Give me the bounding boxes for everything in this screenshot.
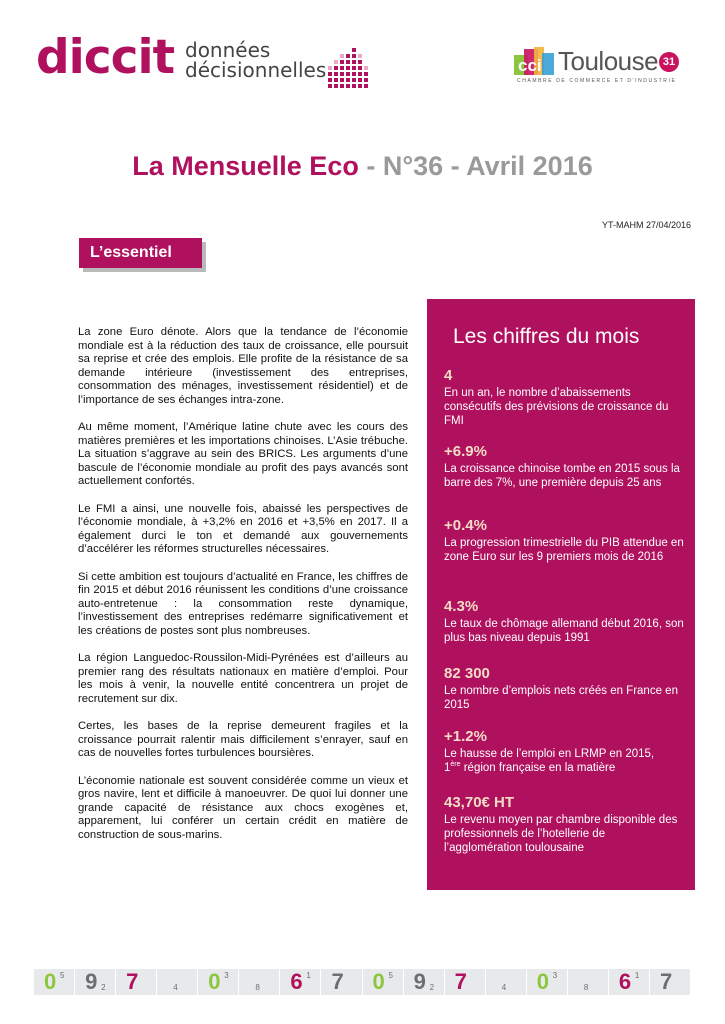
stat-description (444, 747, 684, 775)
diccit-logo (36, 30, 346, 88)
cci-partner-name: Toulouse (558, 46, 659, 76)
article-body (78, 326, 408, 856)
strip-small-digit: 5 (60, 971, 65, 980)
strip-small-digit: 3 (224, 971, 229, 980)
strip-digit: 6 (618, 969, 632, 994)
strip-tile (650, 969, 690, 995)
diccit-subtitle (185, 40, 326, 80)
strip-tile (34, 969, 74, 995)
stat-item (444, 665, 684, 712)
strip-digit: 6 (290, 969, 303, 994)
stat-description: La progression trimestrielle du PIB attendue en zone Euro sur les 9 premiers mois de 2016 (444, 537, 684, 563)
strip-tile (116, 969, 156, 995)
strip-digit: 0 (536, 969, 549, 994)
strip-tile (321, 969, 361, 995)
strip-digit: 0 (208, 969, 221, 994)
strip-digit: 7 (331, 969, 344, 994)
section-label: L’essentiel (79, 238, 202, 268)
strip-small-digit: 4 (173, 983, 178, 992)
cci-mark-icon (514, 47, 556, 77)
title-main: La Mensuelle Eco (132, 151, 359, 181)
diccit-subtitle-line2: décisionnelles (185, 58, 327, 82)
stat-description-rest: région française en la matière (460, 762, 616, 774)
diccit-bars-icon (328, 48, 368, 88)
stat-description-sup: ère (450, 761, 461, 769)
strip-small-digit: 3 (552, 971, 558, 980)
paragraph: Si cette ambition est toujours d’actualité en France, les chiffres de fin 2015 et début 2016 réunissent les conditions d’une croissance auto-entretenue : la consommation reste dynamique, l’investissement des entreprises redémarre significativement et les créations de postes sont plus nombreuses. (78, 570, 408, 637)
strip-tile (157, 969, 197, 995)
stat-value: +6.9% (444, 443, 487, 460)
strip-small-digit: 8 (255, 983, 260, 992)
title-issue: - N°36 - Avril 2016 (358, 151, 593, 181)
strip-tile (280, 969, 320, 995)
cci-department-badge: 31 (659, 52, 679, 72)
stat-description: Le revenu moyen par chambre disponible des professionnels de l’hotellerie de l’agglomération toulousaine (444, 814, 678, 854)
stat-description: Le nombre d’emplois nets créés en France en 2015 (444, 685, 678, 711)
stat-item (444, 367, 684, 428)
strip-digit: 0 (372, 969, 385, 994)
stat-description: La croissance chinoise tombe en 2015 sous la barre des 7%, une première depuis 25 ans (444, 463, 680, 489)
reference-code: YT-MAHM 27/04/2016 (601, 220, 691, 230)
stat-value: 43,70€ HT (444, 794, 515, 811)
page-title (0, 150, 725, 182)
strip-tile (527, 969, 567, 995)
stat-value: +1.2% (444, 728, 487, 745)
strip-digit: 7 (659, 969, 673, 994)
diccit-subtitle-line1: données (185, 38, 271, 62)
stat-value: 82 300 (444, 665, 490, 682)
strip-digit: 7 (126, 969, 139, 994)
strip-digit: 9 (85, 969, 98, 994)
stat-description: En un an, le nombre d’abaissements consécutifs des prévisions de croissance du FMI (444, 387, 669, 427)
stat-item (444, 728, 684, 775)
strip-tile (568, 969, 608, 995)
strip-tile (198, 969, 238, 995)
stat-description-number: 1 (444, 762, 451, 774)
paragraph: Au même moment, l’Amérique latine chute avec les cours des matières premières et les importations chinoises. L’Asie trébuche. La situation s’aggrave au sein des BRICS. Les arguments d’une bascule de l’économie mondiale au profit des pays avancés sont actuellement confortés. (78, 421, 408, 487)
stat-value: +0.4% (444, 517, 487, 534)
strip-tile (445, 969, 485, 995)
diccit-brand: diccit (36, 30, 175, 85)
stat-description-line1: Le hausse de l’emploi en LRMP en 2015, (444, 748, 655, 760)
stat-value: 4 (444, 367, 453, 384)
strip-digit: 0 (44, 969, 57, 994)
paragraph: Le FMI a ainsi, une nouvelle fois, abaissé les perspectives de l’économie mondiale, à +3,2% en 2016 et +3,5% en 2017. Il a également durci le ton et demandé aux gouvernements d’accélérer les réformes structurelles nécessaires. (78, 502, 408, 555)
strip-small-digit: 5 (388, 971, 393, 980)
strip-small-digit: 1 (306, 971, 311, 980)
key-figures-panel (427, 299, 695, 890)
stat-value: 4.3% (444, 598, 479, 615)
cci-tagline: CHAMBRE DE COMMERCE ET D'INDUSTRIE (517, 78, 677, 84)
strip-small-digit: 1 (634, 971, 640, 980)
svg-text:cci: cci (518, 56, 542, 75)
strip-digit: 9 (413, 969, 426, 994)
stat-description: Le taux de chômage allemand début 2016, son plus bas niveau depuis 1991 (444, 618, 684, 644)
strip-tile (486, 969, 526, 995)
paragraph: La zone Euro dénote. Alors que la tendance de l’économie mondiale est à la réduction des taux de croissance, elle poursuit sa reprise et crée des emplois. Elle profite de la résistance de sa demande intérieure (investissement des entreprises, consommation des ménages, investissement résidentiel) et de l’importance de ses échanges intra-zone. (78, 326, 408, 406)
strip-small-digit: 4 (501, 983, 507, 992)
strip-tile (75, 969, 115, 995)
strip-tile (609, 969, 649, 995)
paragraph: Certes, les bases de la reprise demeurent fragiles et la croissance pourrait ralentir mais difficilement s’enrayer, sauf en cas de nouvelles fortes turbulences boursières. (78, 720, 408, 759)
strip-small-digit: 2 (101, 983, 106, 992)
stat-item (444, 794, 684, 855)
strip-small-digit: 8 (583, 983, 589, 992)
strip-digit: 7 (454, 969, 467, 994)
strip-tile (363, 969, 403, 995)
paragraph: L’économie nationale est souvent considérée comme un vieux et gros navire, lent et difficile à manoeuvrer. De quoi lui donner une grande capacité de résistance aux chocs exogènes et, apparement, lui conférer un certain crédit en matière de construction de sous-marins. (78, 774, 408, 841)
footer-number-strip (34, 969, 691, 995)
paragraph: La région Languedoc-Roussilon-Midi-Pyrénées est d’ailleurs au premier rang des résultats nationaux en matière d’emploi. Pour les mois à venir, la nouvelle entité concentrera un projet de recrutement sur dix. (78, 652, 408, 705)
stat-item (444, 443, 684, 490)
cci-toulouse-logo (514, 47, 684, 87)
strip-tile (239, 969, 279, 995)
stat-item (444, 598, 684, 645)
strip-tile (404, 969, 444, 995)
stat-item (444, 517, 684, 564)
strip-small-digit: 2 (429, 983, 435, 992)
key-figures-title: Les chiffres du mois (453, 325, 640, 348)
